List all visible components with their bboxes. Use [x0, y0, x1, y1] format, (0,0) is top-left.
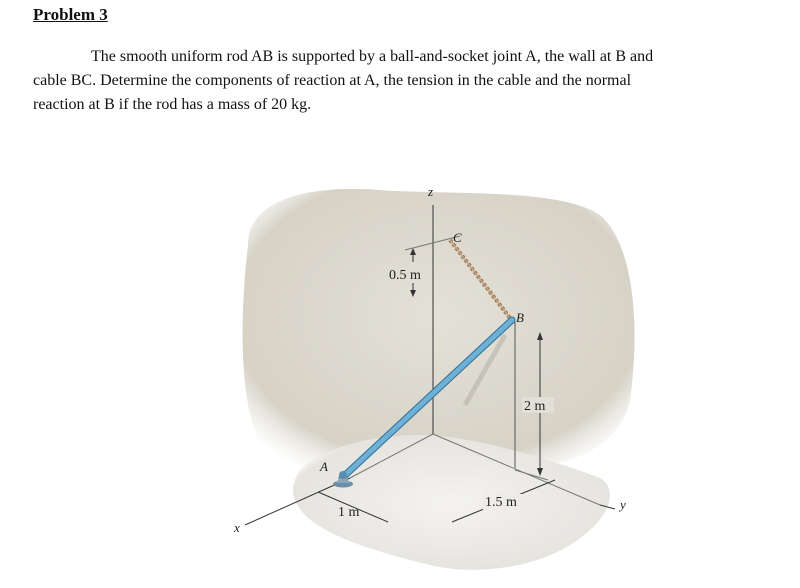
problem-title: Problem 3 — [33, 5, 108, 24]
dim-height-label: 2 m — [524, 399, 546, 414]
y-axis-label: y — [620, 497, 626, 512]
statement-line-1: The smooth uniform rod AB is supported by a ball-and-socket joint A, the wall at B and — [91, 48, 654, 65]
dim-top-label: 0.5 m — [389, 268, 421, 283]
statement-line-3: reaction at B if the rod has a mass of 20 kg. — [33, 96, 312, 113]
z-axis-label: z — [428, 184, 434, 199]
dim-x-label: 1 m — [338, 505, 360, 520]
dim-y-label: 1.5 m — [485, 495, 517, 510]
point-c-label: C — [453, 230, 462, 245]
point-b-label: B — [516, 310, 524, 325]
statement-line-2: cable BC. Determine the components of reaction at A, the tension in the cable and the normal — [33, 72, 632, 89]
ball-joint — [339, 471, 347, 479]
x-axis-label: x — [234, 520, 240, 535]
wall-backdrop — [243, 189, 635, 470]
point-a-label: A — [320, 459, 328, 474]
